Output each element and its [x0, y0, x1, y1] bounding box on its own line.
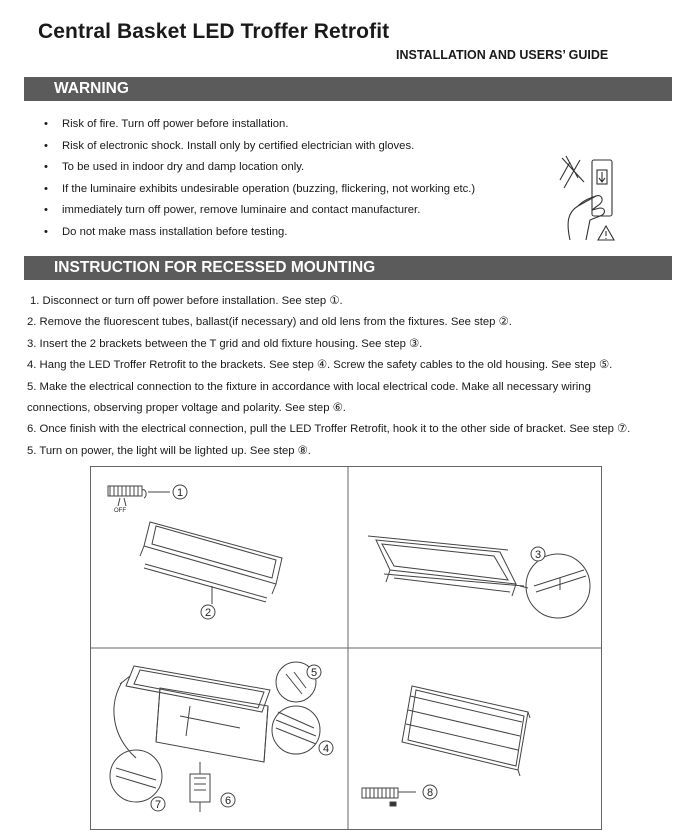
- warning-item: • Risk of electronic shock. Install only by certified electrician with gloves.: [44, 136, 475, 158]
- callout-1: 1: [176, 487, 184, 499]
- electric-shock-warning-icon: [556, 152, 628, 244]
- warning-item: • immediately turn off power, remove luminaire and contact manufacturer.: [44, 200, 475, 222]
- warning-banner: [24, 77, 672, 101]
- document-subtitle: INSTALLATION AND USERS’ GUIDE: [396, 48, 609, 62]
- bullet: •: [44, 204, 48, 216]
- panel-step-4-5-6-7: [110, 662, 320, 812]
- callout-6: 6: [224, 795, 232, 807]
- callout-2: 2: [204, 607, 212, 619]
- bullet: •: [44, 139, 48, 152]
- warning-list: [44, 114, 475, 243]
- callout-8: 8: [426, 787, 434, 799]
- warning-heading: WARNING: [54, 80, 129, 97]
- warning-item: • If the luminaire exhibits undesirable operation (buzzing, flickering, not working etc.): [44, 179, 475, 201]
- step-line: 3. Insert the 2 brackets between the T grid and old fixture housing. See step ③.: [27, 337, 423, 350]
- step-line: 4. Hang the LED Troffer Retrofit to the brackets. See step ④. Screw the safety cables to the old housing. See step ⑤.: [27, 359, 613, 372]
- callout-5: 5: [310, 667, 318, 679]
- panel-step-1-2: [108, 486, 282, 604]
- warning-item: • Do not make mass installation before testing.: [44, 222, 475, 244]
- bullet: •: [44, 161, 48, 173]
- document-title: Central Basket LED Troffer Retrofit: [38, 20, 390, 43]
- step-line: 2. Remove the fluorescent tubes, ballast(if necessary) and old lens from the fixtures. See step ②.: [27, 316, 512, 329]
- callout-3: 3: [534, 549, 542, 561]
- step-line: 5. Make the electrical connection to the fixture in accordance with local electrical code. Make all necessary wiring: [27, 380, 591, 393]
- step-line: connections, observing proper voltage and polarity. See step ⑥.: [27, 401, 346, 414]
- panel-step-8: [362, 686, 530, 806]
- bullet: •: [44, 182, 48, 195]
- panel-step-3: [368, 536, 590, 618]
- installation-diagram: [90, 466, 602, 830]
- bullet: •: [44, 118, 48, 130]
- warning-item: • To be used in indoor dry and damp location only.: [44, 157, 475, 179]
- warning-item: • Risk of fire. Turn off power before installation.: [44, 114, 475, 136]
- step-line: 5. Turn on power, the light will be lighted up. See step ⑧.: [27, 444, 311, 457]
- callout-7: 7: [154, 799, 162, 811]
- bullet: •: [44, 225, 48, 238]
- step-line: 1. Disconnect or turn off power before installation. See step ①.: [30, 295, 343, 307]
- instruction-heading: INSTRUCTION FOR RECESSED MOUNTING: [54, 259, 376, 276]
- step-line: 6. Once finish with the electrical connection, pull the LED Troffer Retrofit, hook it to the other side of bracket. See step ⑦.: [27, 423, 631, 436]
- instruction-steps: [27, 291, 630, 462]
- switch-label: OFF: [114, 508, 126, 514]
- callout-4: 4: [322, 743, 330, 755]
- instruction-banner: [24, 256, 672, 280]
